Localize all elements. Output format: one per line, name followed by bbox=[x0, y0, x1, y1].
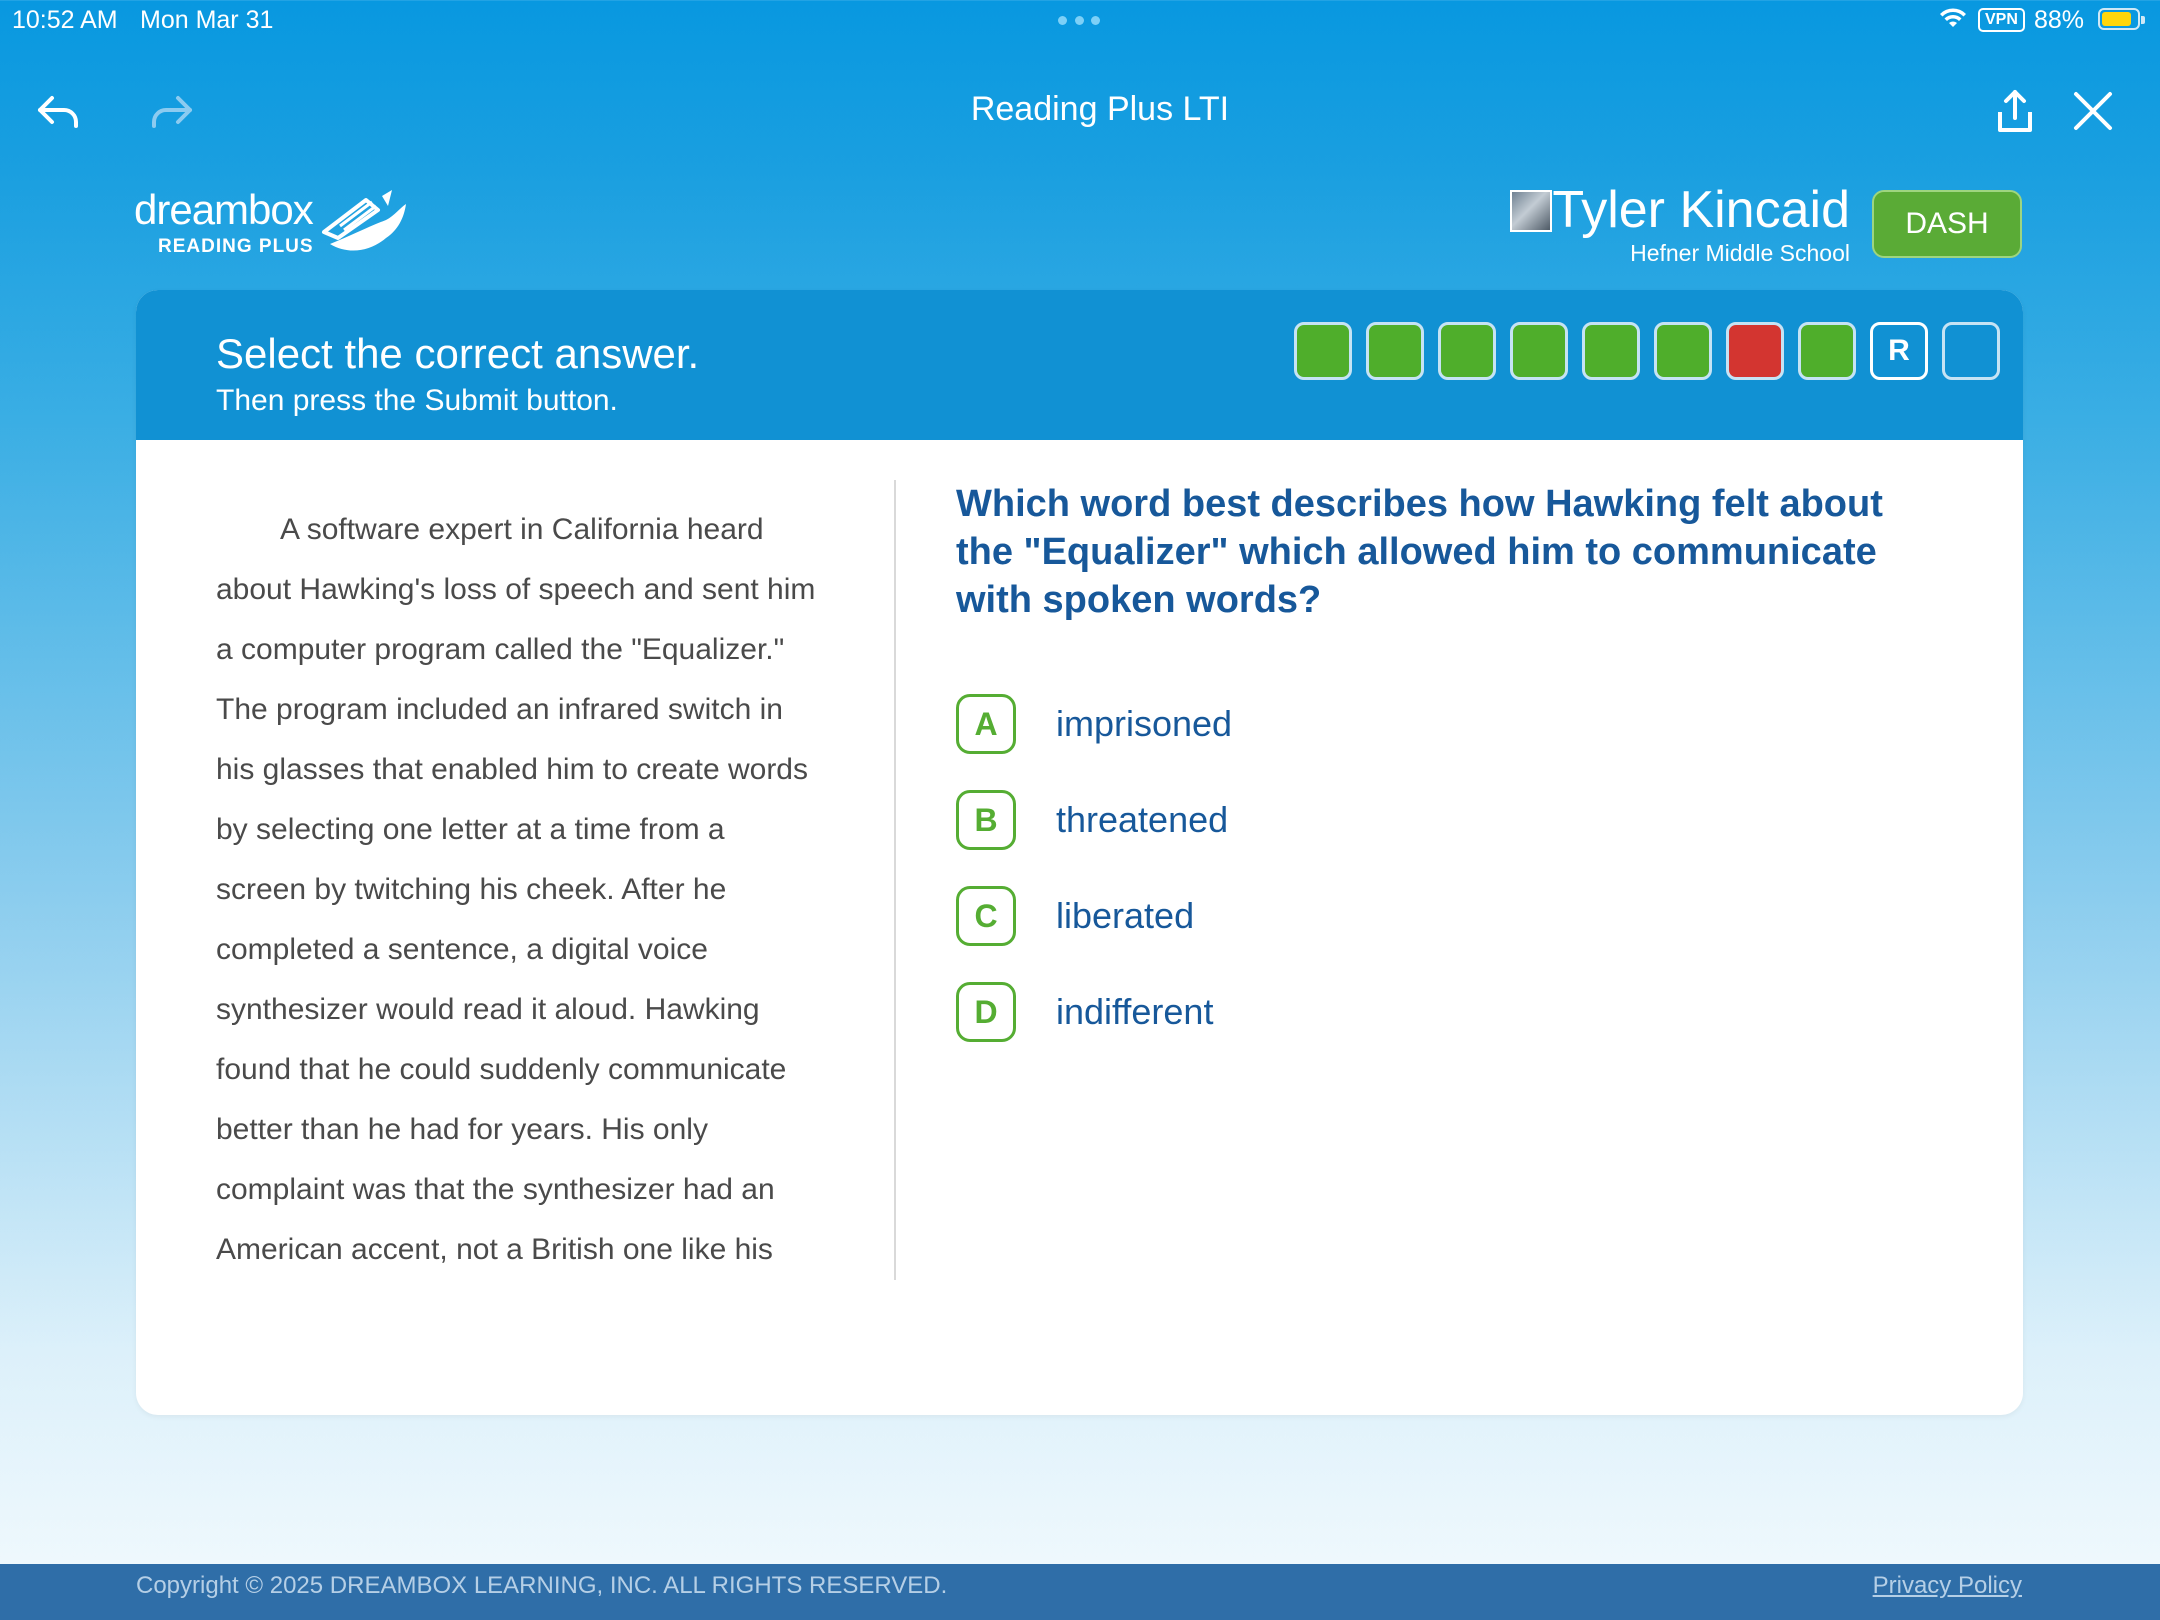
passage-line: completed a sentence, a digital voice bbox=[216, 933, 708, 966]
browser-nav-bar bbox=[0, 40, 2160, 180]
user-avatar bbox=[1510, 190, 1552, 232]
passage-line: found that he could suddenly communicate bbox=[216, 1053, 787, 1086]
wifi-icon bbox=[1938, 6, 1968, 30]
answer-text[interactable]: imprisoned bbox=[1056, 703, 1233, 744]
passage-line: complaint was that the synthesizer had an bbox=[216, 1173, 775, 1206]
answer-text[interactable]: liberated bbox=[1056, 895, 1195, 936]
progress-box-5 bbox=[1582, 322, 1640, 380]
answer-option-a[interactable] bbox=[956, 692, 1556, 756]
logo-wordmark: dreambox bbox=[134, 186, 313, 233]
dash-button[interactable]: DASH bbox=[1872, 190, 2022, 258]
passage-line: screen by twitching his cheek. After he bbox=[216, 873, 727, 906]
question-text bbox=[956, 480, 1966, 624]
passage-line: American accent, not a British one like his bbox=[216, 1233, 773, 1266]
progress-box-9: R bbox=[1870, 322, 1928, 380]
passage-line: synthesizer would read it aloud. Hawking bbox=[216, 993, 760, 1026]
battery-icon bbox=[2098, 8, 2140, 30]
close-icon[interactable] bbox=[2068, 86, 2118, 136]
progress-box-1 bbox=[1294, 322, 1352, 380]
question-line: the "Equalizer" which allowed him to communicate bbox=[956, 531, 1877, 573]
instruction-title: Select the correct answer. bbox=[216, 330, 700, 377]
answer-letter-badge[interactable]: B bbox=[956, 790, 1016, 850]
copyright-text: Copyright © 2025 DREAMBOX LEARNING, INC. ALL RIGHTS RESERVED. bbox=[136, 1572, 948, 1599]
card-header bbox=[136, 290, 2023, 440]
instruction-subtitle: Then press the Submit button. bbox=[216, 384, 618, 417]
status-date: Mon Mar 31 bbox=[140, 6, 274, 34]
answer-option-d[interactable] bbox=[956, 980, 1556, 1044]
privacy-policy-link[interactable]: Privacy Policy bbox=[1872, 1572, 2022, 1599]
vpn-badge: VPN bbox=[1978, 8, 2025, 32]
answer-letter-badge[interactable]: D bbox=[956, 982, 1016, 1042]
nav-title: Reading Plus LTI bbox=[970, 90, 1230, 128]
passage-line: a computer program called the "Equalizer." bbox=[216, 633, 785, 666]
answer-letter-badge[interactable]: C bbox=[956, 886, 1016, 946]
question-line: with spoken words? bbox=[956, 579, 1322, 621]
passage-line: better than he had for years. His only bbox=[216, 1113, 708, 1146]
progress-box-10 bbox=[1942, 322, 2000, 380]
status-time: 10:52 AM bbox=[12, 6, 118, 34]
progress-box-4 bbox=[1510, 322, 1568, 380]
share-icon[interactable] bbox=[1990, 86, 2040, 136]
footer bbox=[0, 1564, 2160, 1620]
passage-line: by selecting one letter at a time from a bbox=[216, 813, 725, 846]
progress-box-3 bbox=[1438, 322, 1496, 380]
status-bar bbox=[0, 0, 2160, 40]
passage-line: his glasses that enabled him to create words bbox=[216, 753, 808, 786]
answer-letter-badge[interactable]: A bbox=[956, 694, 1016, 754]
bird-book-icon bbox=[320, 186, 412, 262]
passage-line: The program included an infrared switch in bbox=[216, 693, 783, 726]
column-divider bbox=[894, 480, 896, 1280]
progress-box-7 bbox=[1726, 322, 1784, 380]
question-card bbox=[136, 290, 2023, 1415]
passage-line: A software expert in California heard bbox=[280, 513, 764, 546]
progress-box-8 bbox=[1798, 322, 1856, 380]
answer-option-b[interactable] bbox=[956, 788, 1556, 852]
answer-option-c[interactable] bbox=[956, 884, 1556, 948]
user-name: Tyler Kincaid bbox=[1552, 181, 1850, 239]
logo-subword: READING PLUS bbox=[158, 236, 314, 257]
passage-line: about Hawking's loss of speech and sent him bbox=[216, 573, 816, 606]
progress-tracker bbox=[1294, 322, 2000, 380]
reading-passage bbox=[216, 500, 846, 1280]
dreambox-logo bbox=[134, 186, 434, 266]
answer-text[interactable]: indifferent bbox=[1056, 991, 1214, 1032]
battery-percent: 88% bbox=[2034, 6, 2085, 34]
progress-box-2 bbox=[1366, 322, 1424, 380]
battery-fill bbox=[2102, 12, 2131, 26]
answer-text[interactable]: threatened bbox=[1056, 799, 1229, 840]
user-school: Hefner Middle School bbox=[1630, 240, 1850, 266]
question-line: Which word best describes how Hawking felt about bbox=[956, 483, 1883, 525]
progress-box-6 bbox=[1654, 322, 1712, 380]
multitasking-dots-icon[interactable] bbox=[1058, 16, 1100, 26]
